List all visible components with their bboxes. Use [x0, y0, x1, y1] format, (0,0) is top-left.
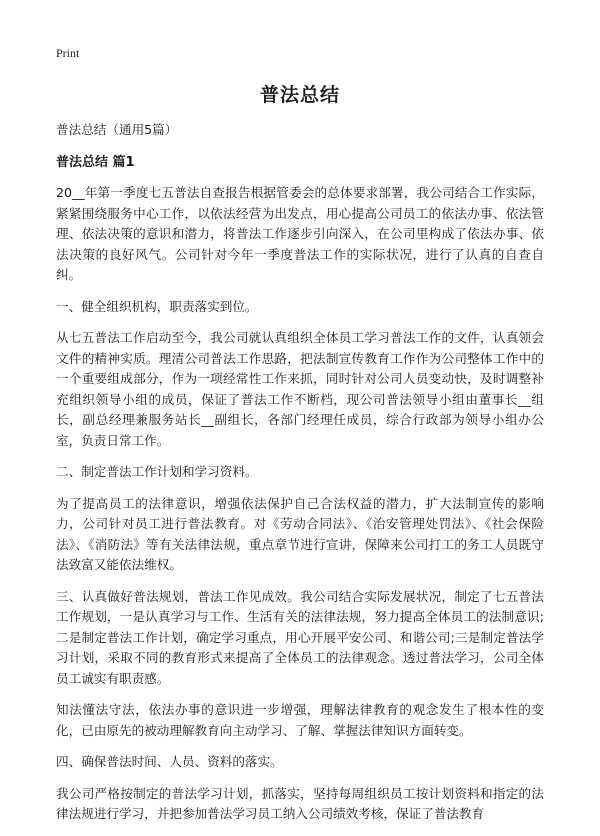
paragraph-heading-2: 二、制定普法工作计划和学习资料。	[56, 464, 258, 479]
paragraph-heading-4: 四、确保普法时间、人员、资料的落实。	[56, 754, 283, 769]
paragraph-heading-1: 一、健全组织机构，职责落实到位。	[56, 298, 258, 314]
page-title: 普法总结	[259, 84, 340, 106]
paragraph-awareness: 知法懂法守法，依法办事的意识进一步增强，理解法律教育的观念发生了根本性的变化，已由原先的被动理解教育向主动学习、了解、掌握法律知识方面转变。	[56, 702, 544, 738]
paragraph-intro: 20__年第一季度七五普法自查报告根据管委会的总体要求部署，我公司结合工作实际，紧紧围绕服务中心工作，以依法经营为出发点，用心提高公司员工的依法办事、依法管理、依法决策的意识和潜力，将普法工作逐步引向深入，在公司里构成了依法办事、依法决策的良好风气。公司针对今年一季度普法工作的实际状况，进行了认真的自查自纠。	[56, 185, 544, 282]
paragraph-organization: 从七五普法工作启动至今，我公司就认真组织全体员工学习普法工作的文件，认真领会文件的精神实质。理清公司普法工作思路，把法制宣传教育工作作为公司整体工作中的一个重要组成部分，作为一项经常性工作来抓，同时针对公司人员变动快，及时调整补充组织领导小组的成员，保证了普法工作不断档，现公司普法领导小组由董事长__组长，副总经理兼服务站长__副组长，各部门经理任成员，综合行政部为领导小组办公室，负责日常工作。	[56, 330, 544, 448]
paragraph-implementation: 我公司严格按制定的普法学习计划，抓落实，坚持每周组织员工按计划资料和指定的法律法规进行学习，并把参加普法学习员工纳入公司绩效考核，保证了普法教育	[56, 785, 544, 821]
paragraph-planning: 三、认真做好普法规划，普法工作见成效。我公司结合实际发展状况，制定了七五普法工作规划，一是认真学习与工作、生活有关的法律法规，努力提高全体员工的法制意识;二是制定普法工作计划，确定学习重点，用心开展平安公司、和谐公司;三是制定普法学习计划，采取不同的教育形式来提高了全体员工的法律观念。透过普法学习，公司全体员工诚实有职责感。	[56, 588, 544, 686]
print-label: Print	[56, 46, 80, 60]
document-subtitle: 普法总结（通用5篇）	[56, 122, 178, 137]
section-heading: 普法总结 篇1	[56, 154, 135, 170]
paragraph-materials: 为了提高员工的法律意识，增强依法保护自己合法权益的潜力，扩大法制宣传的影响力，公司针对员工进行普法教育。对《劳动合同法》、《治安管理处罚法》、《社会保险法》、《消防法》等有关法律法规，重点章节进行宣讲，保障来公司打工的务工人员既守法致富又能依法维权。	[56, 495, 544, 572]
document-body	[56, 120, 544, 836]
